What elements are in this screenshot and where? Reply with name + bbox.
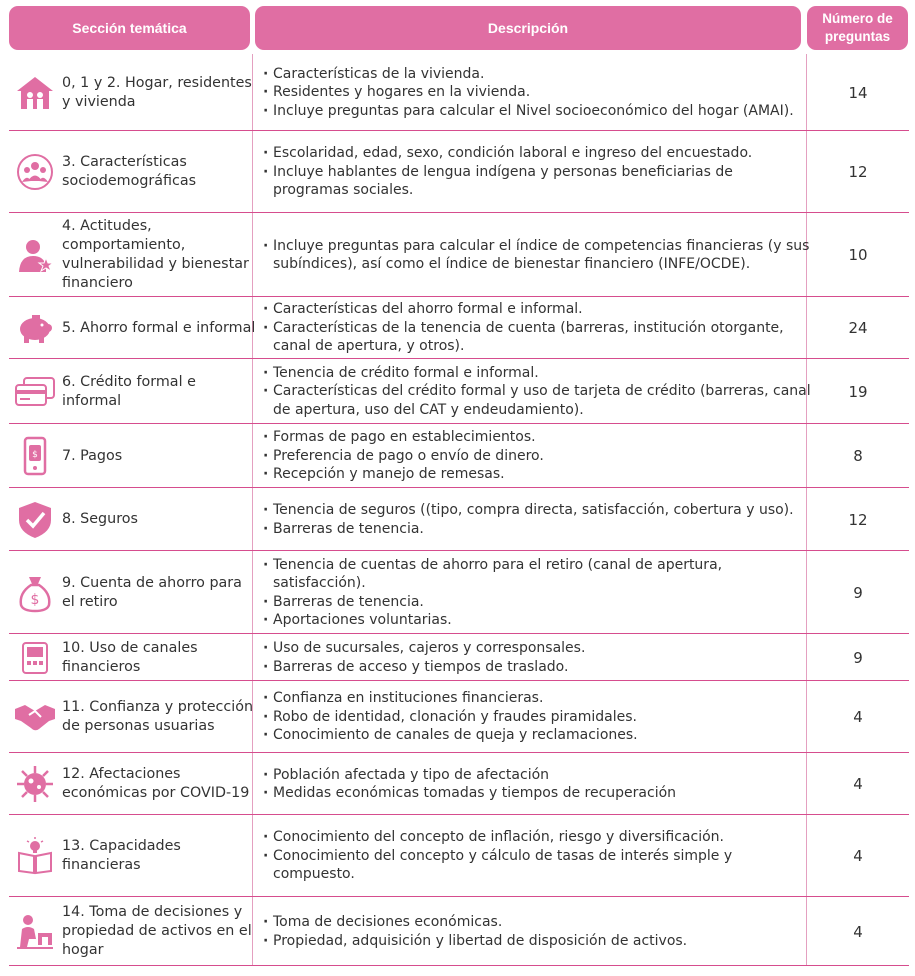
section-description [263, 359, 811, 424]
table-row [9, 897, 909, 966]
description-bullet: · Características de la tenencia de cuenta (barreras, institución otorgante, canal de apertura, y otros). [263, 319, 811, 356]
description-bullet: · Recepción y manejo de remesas. [263, 465, 811, 483]
section-title: 0, 1 y 2. Hogar, residentes y vivienda [62, 74, 252, 110]
section-description [263, 681, 811, 753]
description-bullet: · Medidas económicas tomadas y tiempos de recuperación [263, 784, 811, 802]
section-title: 5. Ahorro formal e informal [62, 319, 256, 336]
section-title: 3. Características sociodemográficas [62, 154, 197, 189]
section-description [263, 54, 811, 131]
description-bullet: · Barreras de tenencia. [263, 593, 811, 611]
section-description [263, 753, 811, 815]
header-seccion-label: Sección temática [72, 20, 187, 36]
section-description [263, 424, 811, 488]
section-description [263, 815, 811, 897]
description-bullet: · Características del crédito formal y uso de tarjeta de crédito (barreras, canal de apertura, uso del CAT y endeudamiento). [263, 382, 811, 419]
description-bullet: · Incluye preguntas para calcular el Nivel socioeconómico del hogar (AMAI). [263, 102, 811, 120]
section-title: 6. Crédito formal e informal [62, 373, 196, 409]
house-icon [9, 54, 61, 131]
table-row [9, 359, 909, 424]
description-bullet: · Población afectada y tipo de afectación [263, 766, 811, 784]
section-title: 13. Capacidades financieras [62, 838, 181, 873]
question-count: 14 [848, 83, 868, 102]
description-bullet: · Tenencia de seguros ((tipo, compra directa, satisfacción, cobertura y uso). [263, 501, 811, 519]
shield-check-icon [9, 488, 61, 551]
lightbulb-book-icon [9, 815, 61, 897]
section-title: 11. Confianza y protección de personas usuarias [62, 699, 254, 734]
section-title: 14. Toma de decisiones y propiedad de activos en el hogar [62, 904, 252, 958]
row-separator [9, 965, 909, 966]
section-description [263, 213, 811, 297]
table-row [9, 297, 909, 359]
question-count: 4 [853, 775, 863, 793]
person-star-icon [9, 213, 61, 297]
table-row [9, 753, 909, 815]
description-bullet: · Formas de pago en establecimientos. [263, 428, 811, 446]
section-description [263, 488, 811, 551]
table-row [9, 681, 909, 753]
description-bullet: · Características del ahorro formal e informal. [263, 300, 811, 318]
table-row [9, 424, 909, 488]
piggy-bank-icon [9, 297, 61, 359]
description-bullet: · Barreras de tenencia. [263, 520, 811, 538]
section-title: 8. Seguros [62, 511, 138, 527]
description-bullet: · Residentes y hogares en la vivienda. [263, 83, 811, 101]
question-count: 4 [853, 922, 863, 941]
description-bullet: · Aportaciones voluntarias. [263, 611, 811, 629]
description-bullet: · Uso de sucursales, cajeros y corresponsales. [263, 639, 811, 657]
description-bullet: · Conocimiento de canales de queja y reclamaciones. [263, 726, 811, 744]
mobile-payment-icon [9, 424, 61, 488]
section-title: 7. Pagos [62, 447, 123, 464]
svg-text:$: $ [30, 591, 40, 608]
description-bullet: · Toma de decisiones económicas. [263, 913, 811, 931]
question-count: 12 [848, 163, 868, 181]
person-assets-icon [9, 897, 61, 966]
description-bullet: · Propiedad, adquisición y libertad de disposición de activos. [263, 932, 811, 950]
question-count: 24 [848, 319, 868, 337]
section-description [263, 897, 811, 966]
section-description [263, 634, 811, 681]
question-count: 9 [853, 648, 863, 667]
money-bag-icon [9, 551, 61, 634]
handshake-icon [9, 681, 61, 753]
credit-cards-icon [9, 359, 61, 424]
question-count: 10 [848, 246, 868, 264]
section-title: 4. Actitudes, comportamiento, vulnerabilidad y bienestar financiero [62, 218, 249, 291]
svg-text:$: $ [32, 450, 38, 460]
section-title: 12. Afectaciones económicas por COVID-19 [62, 766, 250, 801]
table-row [9, 213, 909, 297]
description-bullet: · Confianza en instituciones financieras. [263, 689, 811, 707]
virus-icon [9, 753, 61, 815]
table-row [9, 634, 909, 681]
table-row [9, 488, 909, 551]
question-count: 8 [853, 447, 863, 465]
description-bullet: · Escolaridad, edad, sexo, condición laboral e ingreso del encuestado. [263, 144, 811, 162]
question-count: 9 [853, 583, 863, 602]
section-description [263, 297, 811, 359]
header-descripcion-label: Descripción [487, 20, 569, 36]
table-row [9, 131, 909, 213]
table-row [9, 815, 909, 897]
question-count: 12 [848, 510, 868, 529]
people-group-icon [9, 131, 61, 213]
table-row [9, 54, 909, 131]
section-title: 9. Cuenta de ahorro para el retiro [62, 574, 242, 610]
description-bullet: · Características de la vivienda. [263, 65, 811, 83]
description-bullet: · Incluye hablantes de lengua indígena y personas beneficiarias de programas sociales. [263, 163, 811, 200]
header-numero-label: Número de preguntas [822, 11, 893, 44]
atm-icon [9, 634, 61, 681]
question-count: 4 [853, 847, 863, 865]
description-bullet: · Incluye preguntas para calcular el índice de competencias financieras (y sus subíndices), así como el índice de bienestar financiero (INFE/OCDE). [263, 237, 811, 274]
table-row [9, 551, 909, 634]
section-title: 10. Uso de canales financieros [62, 639, 198, 675]
description-bullet: · Robo de identidad, clonación y fraudes piramidales. [263, 708, 811, 726]
description-bullet: · Tenencia de crédito formal e informal. [263, 364, 811, 382]
question-count: 4 [853, 708, 863, 726]
description-bullet: · Conocimiento del concepto de inflación, riesgo y diversificación. [263, 828, 811, 846]
question-count: 19 [848, 382, 868, 401]
description-bullet: · Preferencia de pago o envío de dinero. [263, 447, 811, 465]
section-description [263, 551, 811, 634]
description-bullet: · Conocimiento del concepto y cálculo de tasas de interés simple y compuesto. [263, 847, 811, 884]
section-description [263, 131, 811, 213]
description-bullet: · Barreras de acceso y tiempos de traslado. [263, 658, 811, 676]
description-bullet: · Tenencia de cuentas de ahorro para el retiro (canal de apertura, satisfacción). [263, 556, 811, 593]
